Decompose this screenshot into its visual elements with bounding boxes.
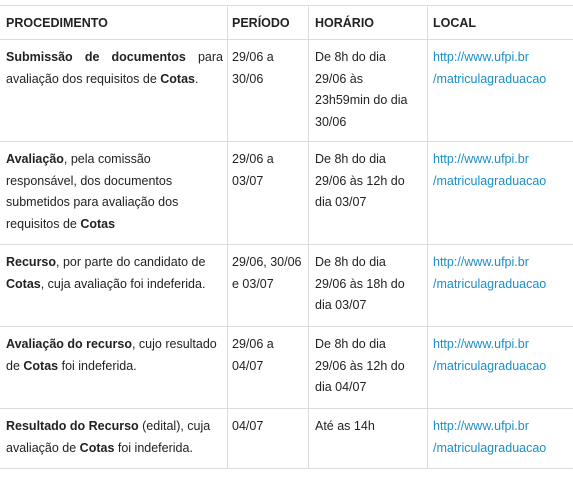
procedimento-cell: Resultado do Recurso (edital), cuja avaliação de Cotas foi indeferida. <box>0 409 228 469</box>
local-cell <box>428 409 573 469</box>
horario-cell: Até as 14h <box>309 409 428 469</box>
table-row <box>0 409 573 469</box>
header-local: LOCAL <box>428 6 573 40</box>
horario-cell: De 8h do dia 29/06 às 12h do dia 03/07 <box>309 142 428 245</box>
procedimento-cell: Avaliação do recurso, cujo resultado de Cotas foi indeferida. <box>0 327 228 409</box>
ufpi-link[interactable]: http://www.ufpi.br /matriculagraduacao <box>433 50 547 86</box>
procedimento-cell: Avaliação, pela comissão responsável, dos documentos submetidos para avaliação dos requisitos de Cotas <box>0 142 228 245</box>
table-row <box>0 245 573 327</box>
local-cell <box>428 142 573 245</box>
procedure-title: Submissão de documentos <box>6 50 186 64</box>
table-row <box>0 327 573 409</box>
local-cell <box>428 245 573 327</box>
header-horario: HORÁRIO <box>309 6 428 40</box>
schedule-table <box>0 5 573 469</box>
header-periodo: PERÍODO <box>228 6 309 40</box>
procedure-title: Recurso <box>6 255 57 269</box>
periodo-cell: 04/07 <box>228 409 309 469</box>
horario-cell: De 8h do dia 29/06 às 18h do dia 03/07 <box>309 245 428 327</box>
ufpi-link[interactable]: http://www.ufpi.br /matriculagraduacao <box>433 255 547 291</box>
local-cell <box>428 327 573 409</box>
procedimento-cell: Recurso, por parte do candidato de Cotas, cuja avaliação foi indeferida. <box>0 245 228 327</box>
procedure-title: Resultado do Recurso <box>6 419 139 433</box>
table-row <box>0 40 573 142</box>
periodo-cell: 29/06, 30/06 e 03/07 <box>228 245 309 327</box>
header-row <box>0 6 573 40</box>
procedure-title: Avaliação do recurso <box>6 337 132 351</box>
procedimento-cell: Submissão de documentos para avaliação dos requisitos de Cotas. <box>0 40 228 142</box>
local-cell <box>428 40 573 142</box>
header-procedimento: PROCEDIMENTO <box>0 6 228 40</box>
ufpi-link[interactable]: http://www.ufpi.br /matriculagraduacao <box>433 152 547 188</box>
ufpi-link[interactable]: http://www.ufpi.br /matriculagraduacao <box>433 419 547 455</box>
periodo-cell: 29/06 a 30/06 <box>228 40 309 142</box>
periodo-cell: 29/06 a 03/07 <box>228 142 309 245</box>
horario-cell: De 8h do dia 29/06 às 12h do dia 04/07 <box>309 327 428 409</box>
procedure-title: Avaliação <box>6 152 64 166</box>
table-row <box>0 142 573 245</box>
horario-cell: De 8h do dia 29/06 às 23h59min do dia 30/06 <box>309 40 428 142</box>
ufpi-link[interactable]: http://www.ufpi.br /matriculagraduacao <box>433 337 547 373</box>
periodo-cell: 29/06 a 04/07 <box>228 327 309 409</box>
